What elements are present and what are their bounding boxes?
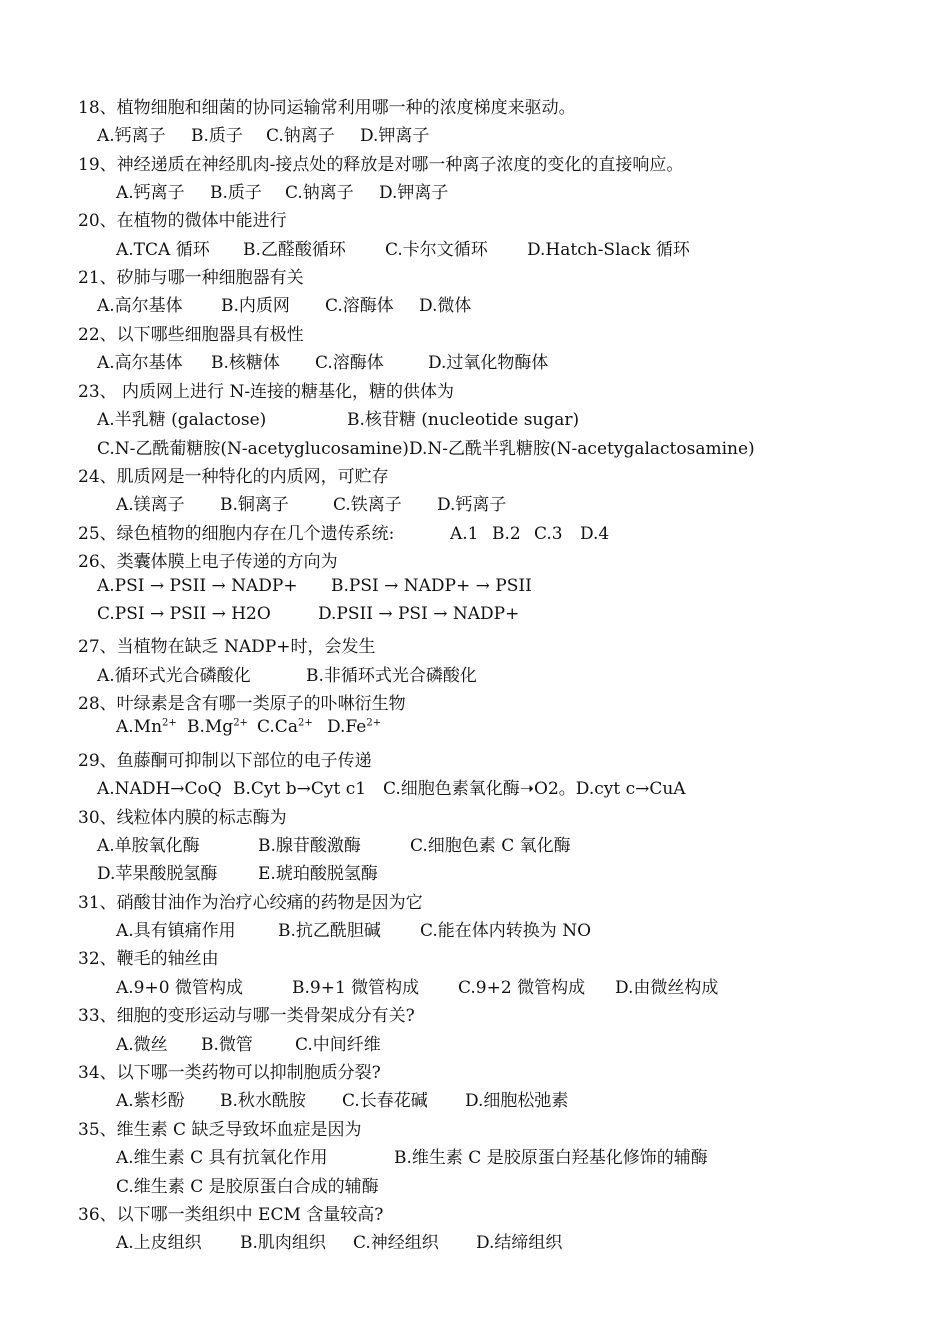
option-c: C.铁离子 <box>333 495 402 515</box>
options-34 <box>116 1086 568 1111</box>
question-21: 21、矽肺与哪一种细胞器有关 <box>78 268 304 288</box>
option-b: B.微管 <box>201 1035 253 1055</box>
options-22 <box>97 348 548 373</box>
question-29: 29、鱼藤酮可抑制以下部位的电子传递 <box>78 751 372 771</box>
option-a: A.钙离子 <box>116 183 185 203</box>
option-b: B.核糖体 <box>211 353 280 373</box>
option-d: D.PSII → PSI → NADP+ <box>318 604 520 624</box>
question-26: 26、类囊体膜上电子传递的方向为 <box>78 552 338 572</box>
option-a: A.镁离子 <box>116 495 185 515</box>
option-b: B.质子 <box>210 183 262 203</box>
option-d: D.钾离子 <box>379 183 449 203</box>
options-30-line-1 <box>97 831 571 856</box>
option-a: A.具有镇痛作用 <box>116 921 236 941</box>
options-21 <box>97 291 471 316</box>
option-c: C.溶酶体 <box>315 353 384 373</box>
option-c: $C.Ca^{2+}$ <box>257 717 313 737</box>
options-29 <box>97 774 686 799</box>
question-33: 33、细胞的变形运动与哪一类骨架成分有关? <box>78 1006 415 1026</box>
option-a: A.高尔基体 <box>97 296 183 316</box>
option-b: B.Cyt b→Cyt c1 <box>233 779 367 799</box>
question-31: 31、硝酸甘油作为治疗心绞痛的药物是因为它 <box>78 893 423 913</box>
option-a: A.1 <box>450 524 479 544</box>
option-a: A.维生素 C 具有抗氧化作用 <box>116 1148 328 1168</box>
question-24: 24、肌质网是一种特化的内质网，可贮存 <box>78 467 389 487</box>
option-a: A.上皮组织 <box>116 1233 202 1253</box>
question-25 <box>78 519 609 544</box>
question-20: 20、在植物的微体中能进行 <box>78 211 287 231</box>
question-36: 36、以下哪一类组织中 ECM 含量较高? <box>78 1205 384 1225</box>
option-a: A.钙离子 <box>97 126 166 146</box>
option-c: C.9+2 微管构成 <box>458 978 586 998</box>
options-24 <box>116 490 506 515</box>
option-d: D.微体 <box>419 296 472 316</box>
option-d: D.Hatch-Slack 循环 <box>527 240 690 260</box>
options-26-line-1 <box>97 576 532 596</box>
options-23-line-1 <box>97 405 579 430</box>
question-25-text: 25、绿色植物的细胞内存在几个遗传系统: <box>78 524 395 544</box>
option-b: B.乙醛酸循环 <box>243 240 346 260</box>
option-c: C.能在体内转换为 NO <box>420 921 592 941</box>
option-c: C.PSI → PSII → H2O <box>97 604 271 624</box>
option-a: A.TCA 循环 <box>116 240 210 260</box>
options-32 <box>116 973 718 998</box>
option-a: A.循环式光合磷酸化 <box>97 666 251 686</box>
options-28 <box>116 717 381 737</box>
option-a: A.紫杉酚 <box>116 1091 185 1111</box>
options-36 <box>116 1228 562 1253</box>
option-c: C.细胞色素氧化酶➝O2。D.cyt c→CuA <box>383 779 686 799</box>
options-19 <box>116 178 448 203</box>
options-33 <box>116 1030 381 1055</box>
option-b: B.非循环式光合磷酸化 <box>306 666 477 686</box>
option-b: B.维生素 C 是胶原蛋白羟基化修饰的辅酶 <box>394 1148 708 1168</box>
question-23: 23、 内质网上进行 N-连接的糖基化，糖的供体为 <box>78 382 455 402</box>
option-b: B.9+1 微管构成 <box>292 978 420 998</box>
question-34: 34、以下哪一类药物可以抑制胞质分裂? <box>78 1063 381 1083</box>
options-18 <box>97 121 429 146</box>
question-30: 30、线粒体内膜的标志酶为 <box>78 808 287 828</box>
option-c: C.3 <box>534 524 563 544</box>
option-b: B.核苷糖 (nucleotide sugar) <box>347 410 580 430</box>
option-b: B.抗乙酰胆碱 <box>278 921 381 941</box>
option-b: B.秋水酰胺 <box>220 1091 306 1111</box>
options-26-line-2 <box>97 604 519 624</box>
option-d: D.由微丝构成 <box>615 978 719 998</box>
option-a: A.PSI → PSII → NADP+ <box>97 576 298 596</box>
question-35: 35、维生素 C 缺乏导致坏血症是因为 <box>78 1120 362 1140</box>
option-a: $A.Mn^{2+}$ <box>116 717 177 737</box>
option-c: C.N-乙酰葡糖胺(N-acetyglucosamine) <box>97 439 409 459</box>
option-d: D.苹果酸脱氢酶 <box>97 864 218 884</box>
option-c: C.钠离子 <box>266 126 335 146</box>
option-a: A.单胺氧化酶 <box>97 836 200 856</box>
option-b: B.腺苷酸激酶 <box>258 836 361 856</box>
options-30-line-2 <box>97 859 378 884</box>
option-b: B.质子 <box>191 126 243 146</box>
question-18: 18、植物细胞和细菌的协同运输常利用哪一种的浓度梯度来驱动。 <box>78 98 576 118</box>
option-c: C.钠离子 <box>285 183 354 203</box>
question-32: 32、鞭毛的轴丝由 <box>78 949 219 969</box>
option-d: D.4 <box>580 524 610 544</box>
option-b: B.2 <box>492 524 521 544</box>
option-c: C.中间纤维 <box>295 1035 381 1055</box>
options-35-line-1 <box>116 1143 708 1168</box>
option-b: $B.Mg^{2+}$ <box>187 717 248 737</box>
option-d: $D.Fe^{2+}$ <box>327 717 382 737</box>
options-20 <box>116 235 690 260</box>
option-c: C.维生素 C 是胶原蛋白合成的辅酶 <box>116 1177 379 1197</box>
option-b: B.内质网 <box>221 296 290 316</box>
option-a: A.9+0 微管构成 <box>116 978 243 998</box>
option-d: D.钾离子 <box>360 126 430 146</box>
question-28: 28、叶绿素是含有哪一类原子的卟啉衍生物 <box>78 694 406 714</box>
option-d: D.钙离子 <box>437 495 507 515</box>
option-a: A.半乳糖 (galactose) <box>97 410 267 430</box>
option-d: D.过氧化物酶体 <box>428 353 549 373</box>
question-22: 22、以下哪些细胞器具有极性 <box>78 325 304 345</box>
options-31 <box>116 916 591 941</box>
option-a: A.微丝 <box>116 1035 168 1055</box>
option-d: D.结缔组织 <box>476 1233 563 1253</box>
option-c: C.细胞色素 C 氧化酶 <box>410 836 571 856</box>
option-b: B.肌肉组织 <box>240 1233 326 1253</box>
option-c: C.长春花碱 <box>342 1091 428 1111</box>
options-27 <box>97 661 477 686</box>
option-b: B.铜离子 <box>220 495 289 515</box>
option-d: D.细胞松弛素 <box>465 1091 569 1111</box>
options-23-line-2 <box>97 434 755 459</box>
option-a: A.NADH→CoQ <box>97 779 222 799</box>
option-c: C.神经组织 <box>353 1233 439 1253</box>
option-c: C.溶酶体 <box>325 296 394 316</box>
question-19: 19、神经递质在神经肌肉-接点处的释放是对哪一种离子浓度的变化的直接响应。 <box>78 155 684 175</box>
question-27: 27、当植物在缺乏 NADP+时，会发生 <box>78 637 376 657</box>
option-d: D.N-乙酰半乳糖胺(N-acetygalactosamine) <box>409 439 755 459</box>
option-b: B.PSI → NADP+ → PSII <box>331 576 532 596</box>
option-a: A.高尔基体 <box>97 353 183 373</box>
option-e: E.琥珀酸脱氢酶 <box>258 864 378 884</box>
option-c: C.卡尔文循环 <box>385 240 488 260</box>
options-35-line-2 <box>116 1172 379 1197</box>
